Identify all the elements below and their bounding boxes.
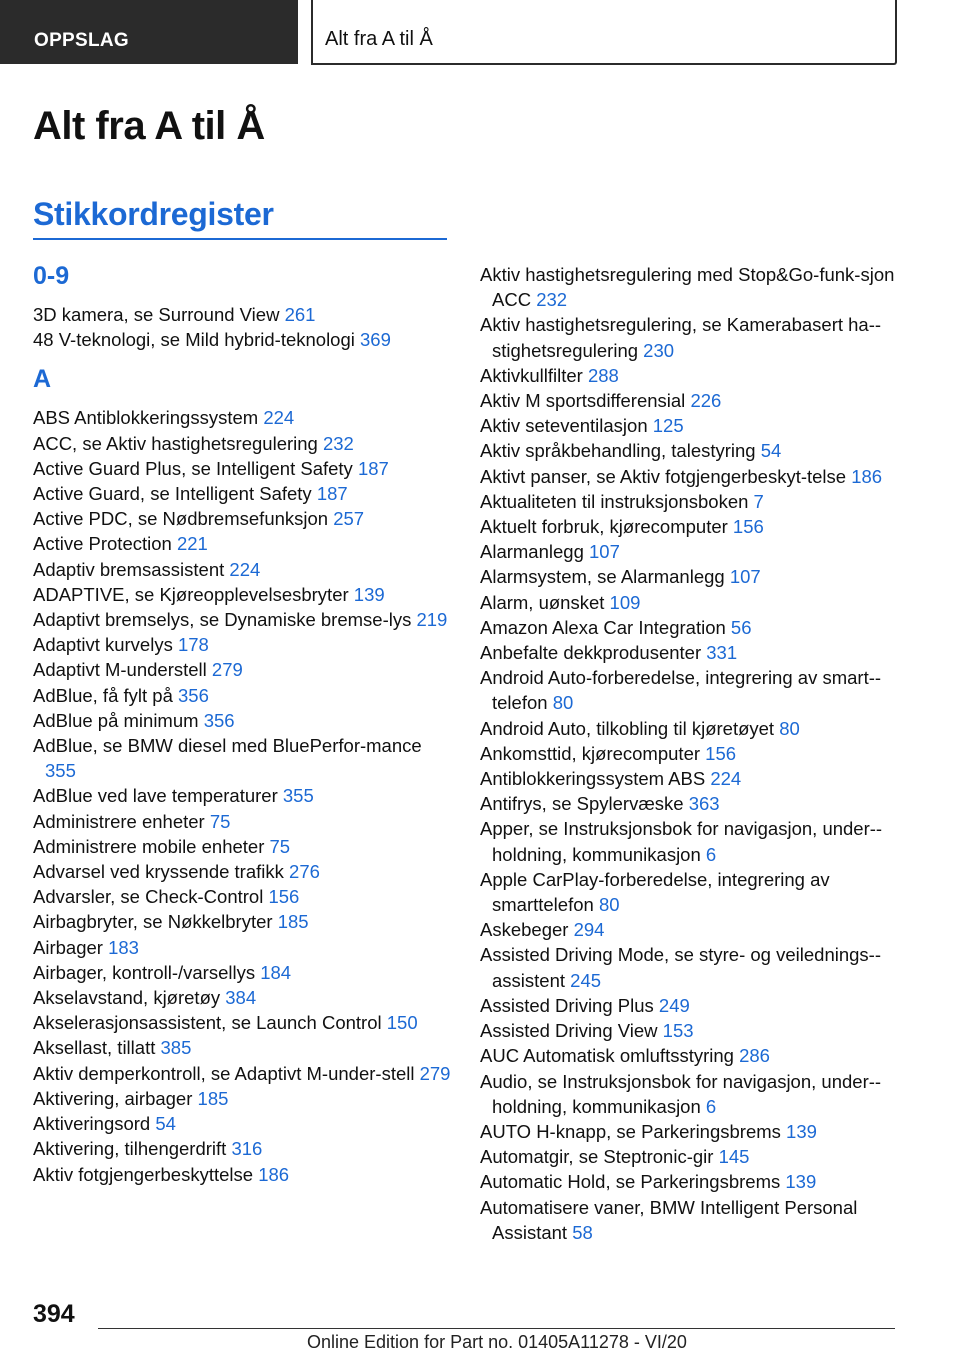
index-entry-page-link[interactable]: 186 — [258, 1163, 290, 1185]
letter-spacing — [33, 352, 453, 367]
index-entry-term: Active Protection — [33, 533, 172, 555]
index-entry-page-link[interactable]: 107 — [589, 541, 620, 563]
index-entry-term: Aktuelt forbruk, kjørecomputer — [480, 516, 728, 538]
index-entry-page-link[interactable]: 6 — [705, 843, 717, 865]
index-entry-page-link[interactable]: 186 — [851, 465, 883, 487]
index-entry-term: Apper, se Instruksjonsbok for navigasjon, under-holdning, kommunikasjon — [480, 818, 883, 865]
index-entry — [33, 683, 453, 708]
index-entry-page-link[interactable]: 54 — [155, 1113, 176, 1135]
index-entry-page-link[interactable]: 385 — [160, 1037, 192, 1059]
index-entry-term: Alarmsystem, se Alarmanlegg — [480, 566, 725, 588]
index-entry — [480, 917, 910, 942]
index-entry — [480, 816, 910, 866]
index-entry-term: Active Guard, se Intelligent Safety — [33, 483, 312, 505]
index-entry — [33, 1035, 453, 1060]
index-entry-term: 48 V-teknologi, se Mild hybrid-teknologi — [33, 329, 355, 351]
index-entry-term: Administrere enheter — [33, 810, 205, 832]
footer-divider — [98, 1328, 895, 1329]
index-entry — [33, 632, 453, 657]
index-entry-term: Automatic Hold, se Parkeringsbrems — [480, 1171, 781, 1193]
running-header — [311, 0, 897, 65]
index-entry — [480, 993, 910, 1018]
index-entry — [33, 327, 453, 352]
page-title: Alt fra A til Å — [33, 104, 265, 148]
index-entry-page-link[interactable]: 355 — [45, 760, 76, 782]
index-entry-term: Automatgir, se Steptronic-gir — [480, 1146, 714, 1168]
index-entry-page-link[interactable]: 156 — [705, 742, 737, 764]
index-entry — [33, 1136, 453, 1161]
index-entry — [33, 557, 453, 582]
index-entry — [33, 1162, 453, 1187]
index-entry — [33, 783, 453, 808]
index-entry-term: Adaptivt bremselys, se Dynamiske bremse-lys — [33, 609, 412, 631]
index-entry-page-link[interactable]: 185 — [197, 1087, 229, 1109]
index-entry — [480, 514, 910, 539]
index-entry-page-link[interactable]: 145 — [718, 1146, 750, 1168]
index-entry — [33, 733, 453, 783]
index-entry-page-link[interactable]: 331 — [706, 642, 738, 664]
index-entry — [33, 960, 453, 985]
index-entry — [33, 859, 453, 884]
index-entry-term: Airbager — [33, 936, 103, 958]
index-entry-page-link[interactable]: 356 — [178, 684, 209, 706]
index-entry-page-link[interactable]: 294 — [573, 919, 605, 941]
index-entry-page-link[interactable]: 109 — [609, 591, 641, 613]
index-entry-page-link[interactable]: 139 — [786, 1120, 817, 1142]
index-entry-page-link[interactable]: 6 — [705, 1095, 717, 1117]
index-entry — [480, 564, 910, 589]
index-entry-page-link[interactable]: 80 — [552, 692, 574, 714]
index-entry — [480, 363, 910, 388]
index-entry-page-link[interactable]: 139 — [353, 583, 385, 605]
index-entry — [33, 834, 453, 859]
index-entry-page-link[interactable]: 187 — [357, 457, 389, 479]
index-entry-term: AUTO H-knapp, se Parkeringsbrems — [480, 1120, 781, 1142]
index-entry-page-link[interactable]: 56 — [730, 616, 752, 638]
page-number: 394 — [33, 1300, 75, 1328]
index-entry-page-link[interactable]: 156 — [268, 886, 300, 908]
index-entry-page-link[interactable]: 356 — [203, 709, 235, 731]
index-entry-term: ACC, se Aktiv hastighetsregulering — [33, 432, 318, 454]
index-entry-page-link[interactable]: 232 — [536, 289, 568, 311]
index-entry-term: Airbager, kontroll-/varsellys — [33, 961, 256, 983]
index-column-right — [480, 262, 910, 1245]
index-entry-term: Aktualiteten til instruksjonsboken — [480, 490, 749, 512]
index-entry-term: Aktiv hastighetsregulering med Stop&Go-funk-sjon ACC — [480, 264, 895, 311]
index-entry — [33, 405, 453, 430]
index-entry-term: Active Guard Plus, se Intelligent Safety — [33, 457, 353, 479]
index-entry-term: Aktiv demperkontroll, se Adaptivt M-under-stell — [33, 1062, 415, 1084]
index-entry-page-link[interactable]: 153 — [662, 1020, 694, 1042]
index-entry-term: Adaptivt M-understell — [33, 659, 207, 681]
index-entry — [33, 531, 453, 556]
index-entry-term: Aktiv M sportsdifferensial — [480, 390, 686, 412]
index-entry — [33, 1010, 453, 1035]
index-entry-page-link[interactable]: 7 — [753, 490, 764, 512]
index-entry-term: Active PDC, se Nødbremsefunksjon — [33, 508, 329, 530]
index-entry-page-link[interactable]: 230 — [643, 339, 675, 361]
index-entry — [33, 935, 453, 960]
index-entry-page-link[interactable]: 288 — [587, 364, 619, 386]
index-entry — [480, 615, 910, 640]
index-entry-page-link[interactable]: 156 — [732, 516, 764, 538]
footer-edition-text: Online Edition for Part no. 01405A11278 - VI/20 — [307, 1332, 687, 1352]
index-entry-page-link[interactable]: 257 — [333, 508, 365, 530]
index-entry — [480, 867, 910, 917]
index-entry-page-link[interactable]: 279 — [419, 1062, 451, 1084]
index-entry-term: Anbefalte dekkprodusenter — [480, 642, 702, 664]
index-entry-page-link[interactable]: 75 — [209, 810, 231, 832]
index-entry-term: AdBlue, få fylt på — [33, 684, 173, 706]
index-entry-term: Alarm, uønsket — [480, 591, 605, 613]
index-entry-page-link[interactable]: 183 — [108, 936, 139, 958]
index-entry-page-link[interactable]: 316 — [231, 1138, 263, 1160]
index-entry — [480, 791, 910, 816]
index-entry — [480, 1043, 910, 1068]
index-entry — [33, 708, 453, 733]
index-entry-page-link[interactable]: 221 — [176, 533, 208, 555]
index-entry — [480, 766, 910, 791]
index-entry — [480, 640, 910, 665]
chapter-tab — [0, 0, 298, 64]
index-entry — [480, 1119, 910, 1144]
index-entry-term: Aktiv fotgjengerbeskyttelse — [33, 1163, 254, 1185]
index-entry-term: Assisted Driving Mode, se styre- og veilednings-assistent — [480, 944, 882, 991]
index-entry — [480, 1069, 910, 1119]
index-entry-page-link[interactable]: 75 — [269, 835, 291, 857]
index-entry — [480, 312, 910, 362]
index-entry-term: Automatisere vaner, BMW Intelligent Personal Assistant — [480, 1196, 858, 1243]
index-entry — [480, 413, 910, 438]
index-entry-term: Adaptivt kurvelys — [33, 634, 173, 656]
index-entry-term: Advarsler, se Check-Control — [33, 886, 264, 908]
index-entry-page-link[interactable]: 355 — [282, 785, 314, 807]
index-entry — [33, 1061, 453, 1086]
index-entry — [480, 942, 910, 992]
index-entry — [33, 582, 453, 607]
index-entry — [480, 1195, 910, 1245]
index-entry — [33, 809, 453, 834]
index-entry-term: Android Auto-forberedelse, integrering av smart-telefon — [480, 667, 882, 714]
index-entry-page-link[interactable]: 245 — [570, 969, 602, 991]
index-entry-page-link[interactable]: 286 — [739, 1045, 770, 1067]
index-entry — [480, 590, 910, 615]
index-entry — [480, 1018, 910, 1043]
running-header-label: Alt fra A til Å — [325, 28, 433, 50]
index-entry-term: Aktiv språkbehandling, talestyring — [480, 440, 756, 462]
index-entry-term: Android Auto, tilkobling til kjøretøyet — [480, 717, 775, 739]
index-entry — [480, 388, 910, 413]
section-title: Stikkordregister — [33, 196, 274, 232]
index-entry-term: 3D kamera, se Surround View — [33, 304, 280, 325]
index-entry-term: Aktivkullfilter — [480, 364, 583, 386]
index-entry-page-link[interactable]: 363 — [688, 793, 720, 815]
index-entry-term: Ankomsttid, kjørecomputer — [480, 742, 701, 764]
chapter-tab-label: OPPSLAG — [34, 30, 130, 51]
index-entry-page-link[interactable]: 178 — [177, 634, 209, 656]
index-entry-page-link[interactable]: 80 — [779, 717, 800, 739]
index-entry-page-link[interactable]: 279 — [211, 659, 243, 681]
index-entry-term: Aktiv hastighetsregulering, se Kamerabasert ha-stighetsregulering — [480, 314, 882, 361]
index-entry-page-link[interactable]: 384 — [225, 987, 257, 1009]
index-entry — [480, 489, 910, 514]
section-divider — [33, 238, 447, 240]
index-entry — [480, 1144, 910, 1169]
index-entry-term: Aktivering, tilhengerdrift — [33, 1138, 227, 1160]
index-entry-term: Assisted Driving View — [480, 1020, 658, 1042]
index-entry-term: Antifrys, se Spylervæske — [480, 793, 684, 815]
index-entry-term: Assisted Driving Plus — [480, 994, 654, 1016]
index-entry-term: Aktivt panser, se Aktiv fotgjengerbeskyt-telse — [480, 465, 847, 487]
index-entry — [33, 456, 453, 481]
index-entry-page-link[interactable]: 187 — [316, 483, 348, 505]
index-entry-term: Aksellast, tillatt — [33, 1037, 156, 1059]
index-entry-page-link[interactable]: 249 — [658, 994, 690, 1016]
index-letter-heading: 0-9 — [33, 262, 70, 290]
index-entry — [33, 431, 453, 456]
index-entry-page-link[interactable]: 185 — [277, 911, 309, 933]
index-entry — [33, 506, 453, 531]
index-entry-page-link[interactable]: 224 — [710, 768, 742, 790]
index-entry — [33, 909, 453, 934]
index-entry-term: Airbagbryter, se Nøkkelbryter — [33, 911, 273, 933]
index-entry — [480, 464, 910, 489]
index-entry — [480, 438, 910, 463]
index-column-left — [33, 262, 453, 1187]
index-entry — [480, 741, 910, 766]
index-entry-page-link[interactable]: 80 — [598, 894, 620, 916]
index-entry — [33, 607, 453, 632]
index-entry — [33, 481, 453, 506]
index-entry-page-link[interactable]: 107 — [729, 566, 761, 588]
index-entry — [33, 657, 453, 682]
index-entry — [480, 539, 910, 564]
index-entry-term: Administrere mobile enheter — [33, 835, 265, 857]
index-entry — [33, 1086, 453, 1111]
index-entry-term: Apple CarPlay-forberedelse, integrering av smarttelefon — [480, 868, 830, 916]
index-entry-term: Aktivering, airbager — [33, 1087, 193, 1109]
index-entry — [480, 262, 910, 312]
index-entry-term: Audio, se Instruksjonsbok for navigasjon, under-holdning, kommunikasjon — [480, 1070, 882, 1117]
index-entry-page-link[interactable]: 150 — [386, 1012, 418, 1034]
index-entry-term: Akselavstand, kjøretøy — [33, 987, 221, 1009]
index-entry-page-link[interactable]: 139 — [785, 1171, 817, 1193]
index-entry-page-link[interactable]: 219 — [416, 609, 448, 631]
index-entry-term: ADAPTIVE, se Kjøreopplevelsesbryter — [33, 583, 349, 605]
index-letter-heading: A — [33, 365, 52, 394]
index-entry-page-link[interactable]: 54 — [760, 440, 782, 462]
index-entry-term: Askebeger — [480, 919, 569, 941]
index-entry — [33, 884, 453, 909]
index-entry-page-link[interactable]: 125 — [652, 415, 684, 437]
index-entry-term: Alarmanlegg — [480, 541, 584, 563]
index-entry — [480, 1169, 910, 1194]
index-entry-page-link[interactable]: 369 — [360, 329, 391, 351]
index-entry-term: Advarsel ved kryssende trafikk — [33, 861, 284, 883]
index-entry-term: Akselerasjonsassistent, se Launch Control — [33, 1012, 382, 1034]
index-entry-term: AdBlue ved lave temperaturer — [33, 785, 278, 807]
index-entry-page-link[interactable]: 58 — [572, 1221, 593, 1243]
index-entry-page-link[interactable]: 224 — [263, 407, 295, 429]
index-entry-page-link[interactable]: 224 — [229, 558, 261, 580]
index-entry-term: Amazon Alexa Car Integration — [480, 616, 726, 638]
index-entry — [33, 1111, 453, 1136]
index-entry-term: Aktiveringsord — [33, 1113, 151, 1135]
index-entry-page-link[interactable]: 261 — [284, 304, 316, 325]
index-entry — [480, 716, 910, 741]
index-entry — [33, 302, 453, 327]
index-entry-term: AdBlue på minimum — [33, 709, 199, 731]
index-entry-term: AdBlue, se BMW diesel med BluePerfor-mance — [33, 735, 422, 757]
index-entry-term: Adaptiv bremsassistent — [33, 558, 225, 580]
index-entry-term: AUC Automatisk omluftsstyring — [480, 1045, 734, 1067]
index-entry-term: ABS Antiblokkeringssystem — [33, 407, 259, 429]
index-entry-term: Antiblokkeringssystem ABS — [480, 768, 706, 790]
index-entry-page-link[interactable]: 184 — [260, 961, 292, 983]
index-entry — [480, 665, 910, 715]
index-entry-term: Aktiv seteventilasjon — [480, 415, 648, 437]
index-entry-page-link[interactable]: 232 — [322, 432, 354, 454]
index-entry-page-link[interactable]: 226 — [690, 390, 722, 412]
letter-spacing — [33, 289, 453, 302]
index-entry-page-link[interactable]: 276 — [289, 861, 320, 883]
letter-spacing — [33, 392, 453, 405]
index-entry — [33, 985, 453, 1010]
